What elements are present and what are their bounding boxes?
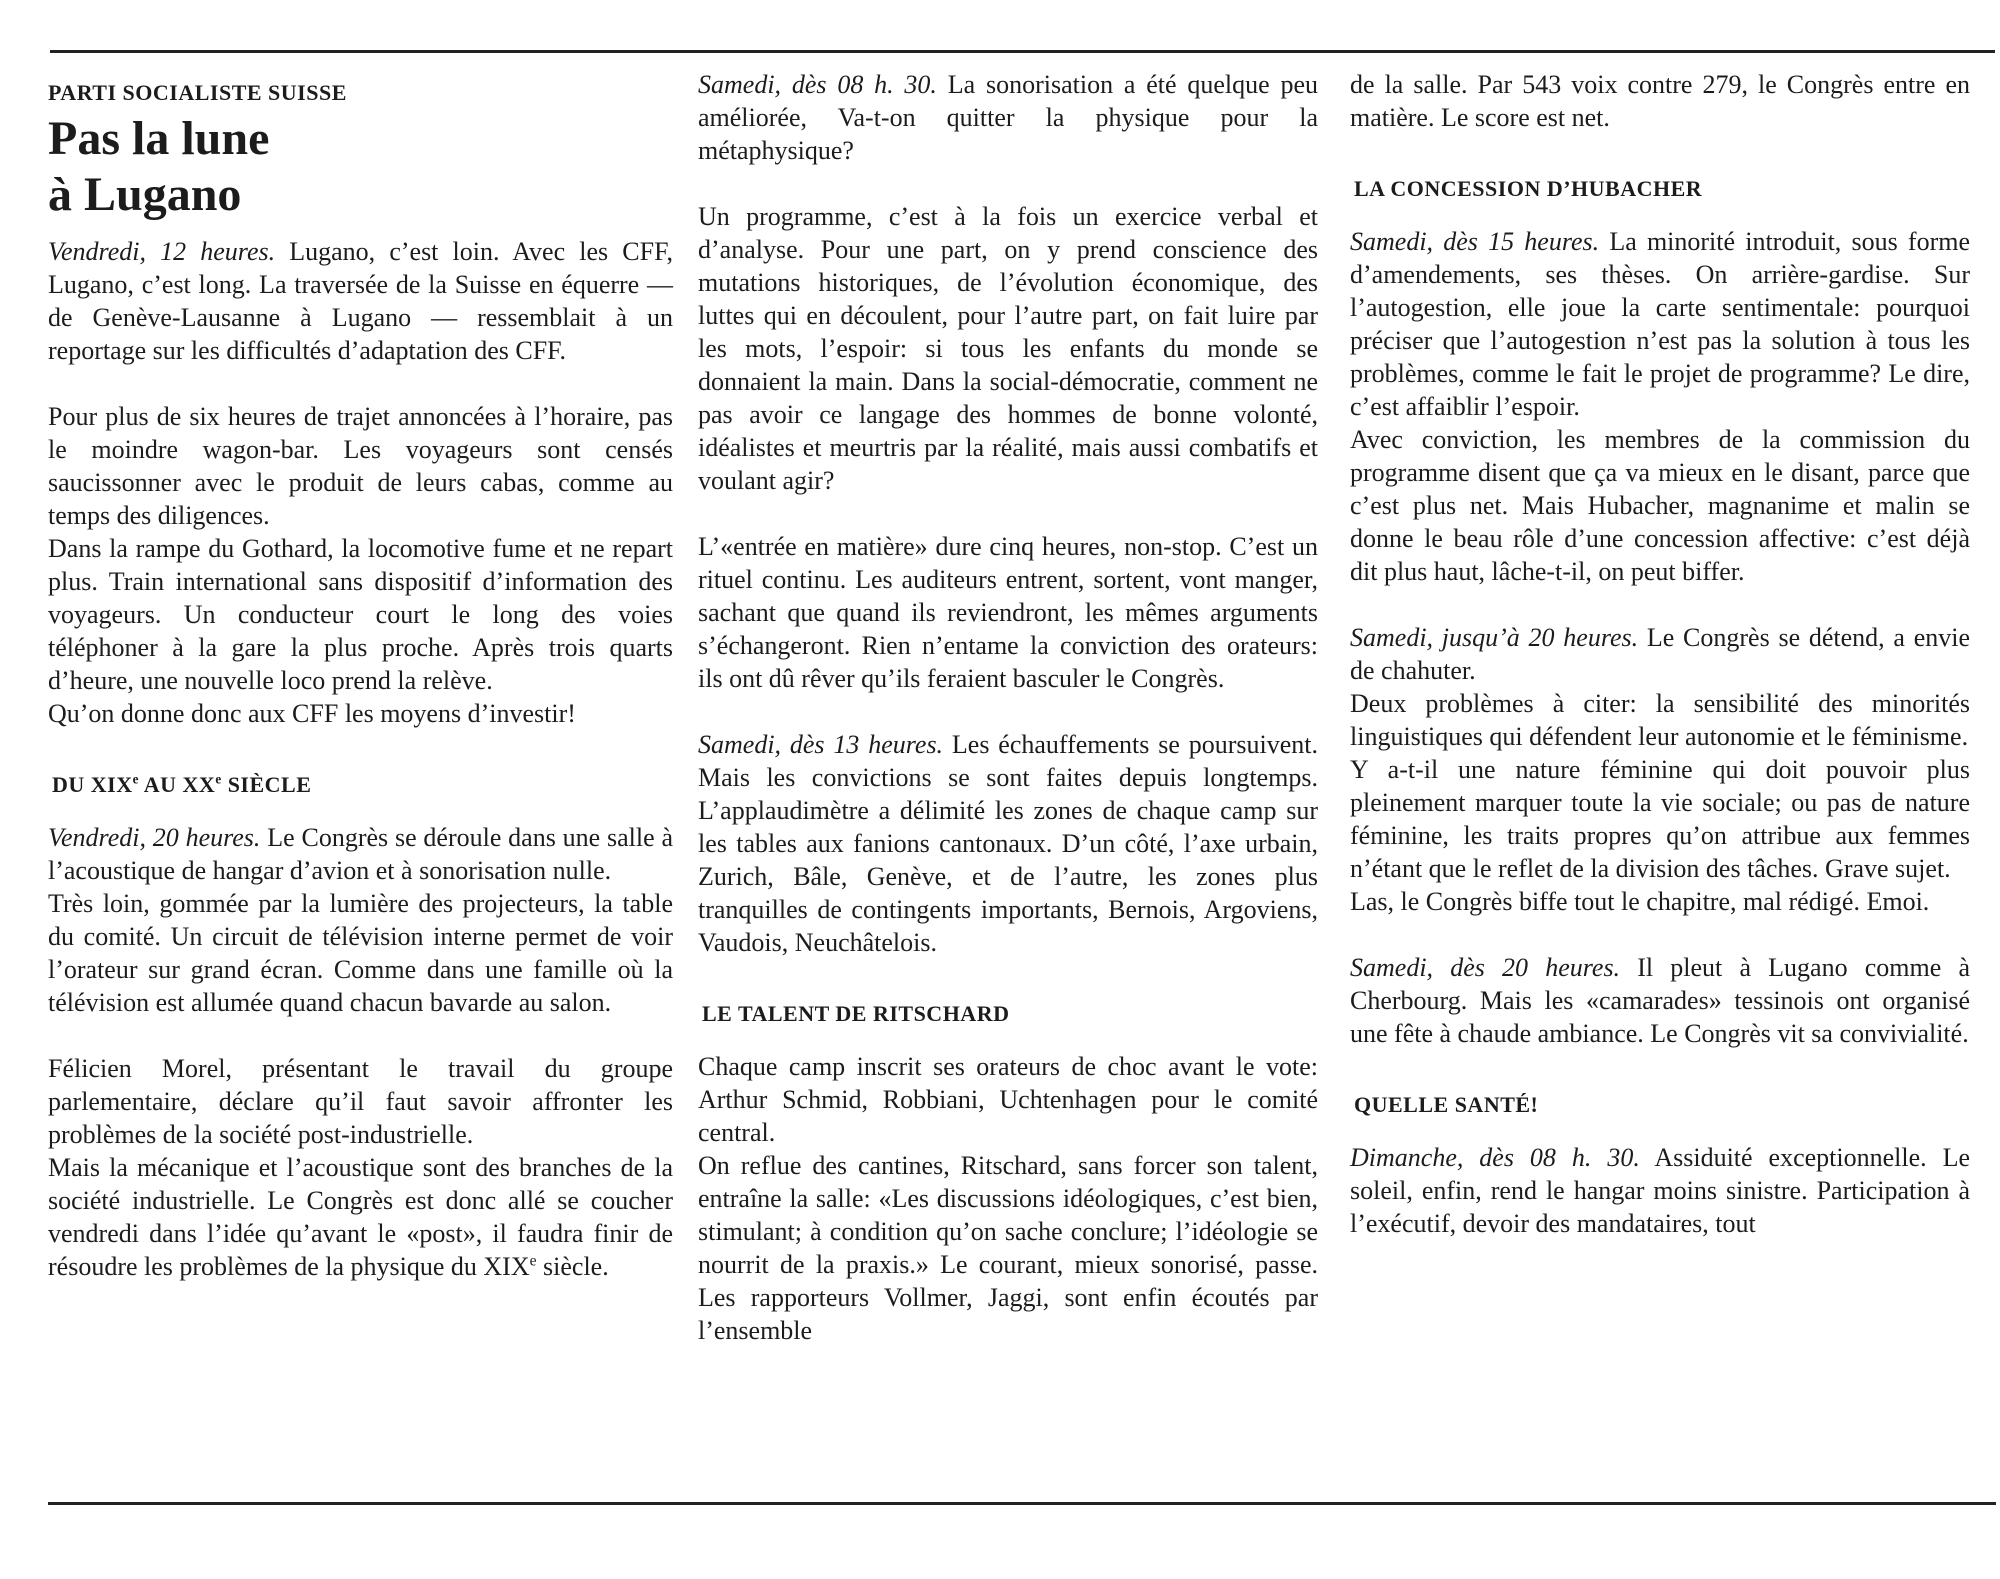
paragraph: Samedi, jusqu’à 20 heures. Le Congrès se détend, a envie de chahuter. — [1350, 623, 1970, 685]
paragraph: Deux problèmes à citer: la sensibilité des minorités linguistiques qui défendent leur autonomie et le féminisme. — [1350, 689, 1970, 751]
paragraph: Samedi, dès 08 h. 30. La sonorisation a été quelque peu améliorée, Va-t-on quitter la physique pour la métaphysique? — [698, 70, 1318, 165]
article-kicker: PARTI SOCIALISTE SUISSE — [48, 80, 347, 105]
column-1 — [48, 68, 673, 1283]
subheading-ritschard: LE TALENT DE RITSCHARD — [702, 1001, 1010, 1026]
dateline: Samedi, dès 20 heures. — [1350, 953, 1621, 982]
dateline: Samedi, jusqu’à 20 heures. — [1350, 623, 1639, 652]
paragraph: Samedi, dès 13 heures. Les échauffements se poursuivent. Mais les convictions se sont faites depuis longtemps. L’applaudimètre a délimité les zones de chaque camp sur les tables aux fanions cantonaux. D’un côté, l’axe urbain, Zurich, Bâle, Genève, et de l’autre, les zones plus tranquilles de contingents importants, Bernois, Argoviens, Vaudois, Neuchâtelois. — [698, 730, 1318, 957]
paragraph: Samedi, dès 20 heures. Il pleut à Lugano comme à Cherbourg. Mais les «camarades» tessinois ont organisé une fête à chaude ambiance. Le Congrès vit sa convivialité. — [1350, 953, 1970, 1048]
subheading-quelle-sante: QUELLE SANTÉ! — [1354, 1092, 1539, 1117]
dateline: Samedi, dès 15 heures. — [1350, 227, 1600, 256]
paragraph: de la salle. Par 543 voix contre 279, le Congrès entre en matière. Le score est net. — [1350, 70, 1970, 132]
dateline: Dimanche, dès 08 h. 30. — [1350, 1143, 1640, 1172]
paragraph: Très loin, gommée par la lumière des projecteurs, la table du comité. Un circuit de télévision interne permet de voir l’orateur sur grand écran. Comme dans une famille où la télévision est allumée quand chacun bavarde au salon. — [48, 889, 673, 1017]
paragraph: Dans la rampe du Gothard, la locomotive fume et ne repart plus. Train international sans dispositif d’information des voyageurs. Un conducteur court le long des voies téléphoner à la gare la plus proche. Après trois quarts d’heure, une nouvelle loco prend la relève. — [48, 534, 673, 695]
subheading-hubacher: LA CONCESSION D’HUBACHER — [1354, 176, 1703, 201]
article-headline — [48, 111, 673, 223]
paragraph: Samedi, dès 15 heures. La minorité introduit, sous forme d’amendements, ses thèses. On arrière-gardise. Sur l’autogestion, elle joue la carte sentimentale: pourquoi préciser que l’autogestion n’est pas la solution à tous les problèmes, comme le fait le projet de programme? Le dire, c’est affaiblir l’espoir. — [1350, 227, 1970, 421]
paragraph: Vendredi, 12 heures. Lugano, c’est loin. Avec les CFF, Lugano, c’est long. La traversée de la Suisse en équerre — de Genève-Lausanne à Lugano — ressemblait à un reportage sur les difficultés d’adaptation des CFF. — [48, 237, 673, 365]
paragraph: Mais la mécanique et l’acoustique sont des branches de la société industrielle. Le Congrès est donc allé se coucher vendredi dans l’idée qu’avant le «post», il faudra finir de résoudre les problèmes de la physique du XIXe siècle. — [48, 1153, 673, 1281]
headline-line-1: Pas la lune — [48, 112, 270, 165]
paragraph: Dimanche, dès 08 h. 30. Assiduité exceptionnelle. Le soleil, enfin, rend le hangar moins sinistre. Participation à l’exécutif, devoir des mandataires, tout — [1350, 1143, 1970, 1238]
paragraph: L’«entrée en matière» dure cinq heures, non-stop. C’est un rituel continu. Les auditeurs entrent, sortent, vont manger, sachant que quand ils reviendront, les mêmes arguments s’échangeront. Rien n’entame la conviction des orateurs: ils ont dû rêver qu’ils feraient basculer le Congrès. — [698, 532, 1318, 693]
dateline: Samedi, dès 13 heures. — [698, 730, 944, 759]
paragraph: Las, le Congrès biffe tout le chapitre, mal rédigé. Emoi. — [1350, 887, 1930, 916]
paragraph: Un programme, c’est à la fois un exercice verbal et d’analyse. Pour une part, on y prend conscience des mutations historiques, de l’évolution économique, des luttes qui en découlent, pour l’autre part, on fait luire par les mots, l’espoir: si tous les enfants du monde se donnaient la main. Dans la social-démocratie, comment ne pas avoir ce langage des hommes de bonne volonté, idéalistes et meurtris par la réalité, mais aussi combatifs et voulant agir? — [698, 202, 1318, 495]
headline-line-2: à Lugano — [48, 168, 242, 221]
column-3 — [1350, 68, 1970, 1240]
paragraph: Qu’on donne donc aux CFF les moyens d’investir! — [48, 699, 576, 728]
paragraph: On reflue des cantines, Ritschard, sans forcer son talent, entraîne la salle: «Les discussions idéologiques, c’est bien, stimulant; à condition qu’on sache conclure; l’idéologie se nourrit de la praxis.» Le courant, mieux sonorisé, passe. Les rapporteurs Vollmer, Jaggi, sont enfin écoutés par l’ensemble — [698, 1151, 1318, 1345]
paragraph: Vendredi, 20 heures. Le Congrès se déroule dans une salle à l’acoustique de hangar d’avion et à sonorisation nulle. — [48, 823, 673, 885]
dateline: Samedi, dès 08 h. 30. — [698, 70, 937, 99]
paragraph: Chaque camp inscrit ses orateurs de choc avant le vote: Arthur Schmid, Robbiani, Uchtenhagen pour le comité central. — [698, 1052, 1318, 1147]
paragraph: Y a-t-il une nature féminine qui doit pouvoir plus pleinement marquer toute la vie sociale; ou pas de nature féminine, les traits propres qu’on attribue aux femmes n’étant que le reflet de la division des tâches. Grave sujet. — [1350, 755, 1970, 883]
column-2 — [698, 68, 1318, 1347]
dateline: Vendredi, 20 heures. — [48, 823, 261, 852]
paragraph: Félicien Morel, présentant le travail du groupe parlementaire, déclare qu’il faut savoir affronter les problèmes de la société post-industrielle. — [48, 1054, 673, 1149]
bottom-rule — [48, 1502, 1996, 1505]
subheading-xix-xx: DU XIXe AU XXe SIÈCLE — [52, 771, 312, 797]
paragraph: Avec conviction, les membres de la commission du programme disent que ça va mieux en le disant, parce que c’est plus net. Mais Hubacher, magnanime et malin se donne le beau rôle d’une concession affective: c’est déjà dit plus haut, lâche-t-il, on peut biffer. — [1350, 425, 1970, 586]
paragraph: Pour plus de six heures de trajet annoncées à l’horaire, pas le moindre wagon-bar. Les voyageurs sont censés saucissonner avec le produit de leurs cabas, comme au temps des diligences. — [48, 402, 673, 530]
top-rule — [50, 50, 1995, 53]
dateline: Vendredi, 12 heures. — [48, 237, 276, 266]
